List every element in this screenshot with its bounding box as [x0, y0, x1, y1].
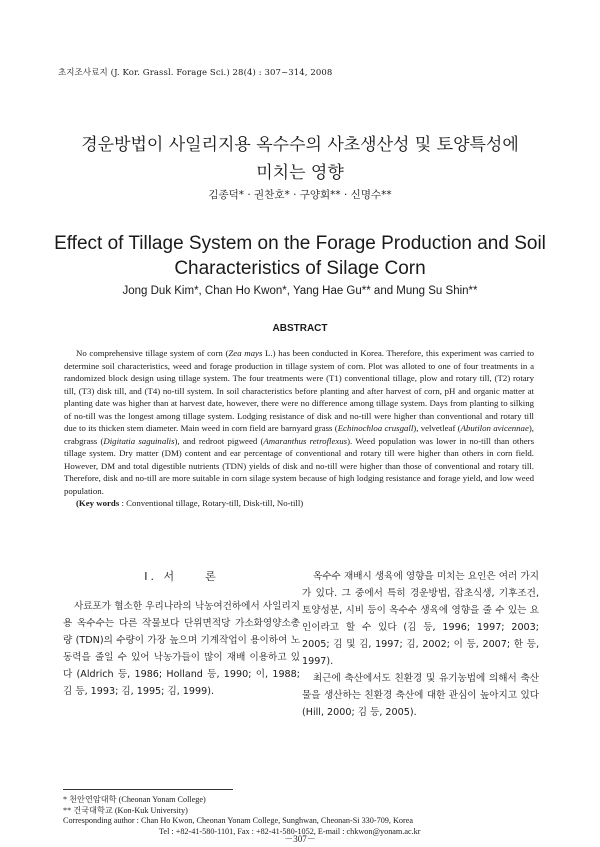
footnote-divider — [63, 789, 233, 790]
journal-header: 초지조사료지 (J. Kor. Grassl. Forage Sci.) 28(4) : 307~314, 2008 — [58, 68, 333, 78]
title-korean-line2: 미치는 영향 — [256, 163, 344, 183]
intro-paragraph-3: 최근에 축산에서도 친환경 및 유기농법에 의해서 축산물을 생산하는 친환경 축산에 대한 관심이 높아지고 있다 (Hill, 2000; 김 등, 2005). — [302, 673, 539, 718]
section-heading-introduction: Ⅰ. 서 론 — [144, 570, 219, 583]
footnote-affiliation-1: * 천안연암대학 (Cheonan Yonam College) — [63, 795, 206, 804]
abstract-body — [64, 347, 534, 510]
column-left — [63, 568, 300, 700]
footnote-contact: Tel : +82-41-580-1101, Fax : +82-41-580-1052, E-mail : chkwon@yonam.ac.kr — [159, 826, 421, 836]
abstract-heading: ABSTRACT — [272, 323, 328, 334]
page-number: －307－ — [284, 834, 316, 844]
intro-paragraph-2: 옥수수 재배시 생육에 영향을 미치는 요인은 여러 가지가 있다. 그 중에서 특히 경운방법, 잡초식생, 기후조건, 토양성분, 시비 등이 옥수수 생육에 영향을 줄 수 있는 요인이라고 할 수 있다 (김 등, 1996; 1997; 2003; 2005; 김 및 김, 1997; 김, 2002; 이 등, 2007; 한 등, 1997). — [302, 571, 539, 667]
column-right — [302, 568, 539, 721]
abstract-paragraph: No comprehensive tillage system of corn (Zea mays L.) has been conducted in Korea. Therefore, this experiment was carried to determine soil characteristics, weed and forage production in tillage system of corn. Plot was alloted to one of four treatments in a randomized block design using tillage system. The four treatments were (T1) conventional tillage, plow and rotary till, (T2) rotary till, (T3) disk till, and (T4) no-till system. In soil characteristics before planting and after harvest of corn, pH and organic matter at planting date was higher than at harvest date, however, there were no difference among tillage system. Days from planting to silking of no-till was the longest among tillage system. Lodging resistance of disk and no-till were higher than conventional and rotary till due to its thicken stem diameter. Main weed in corn field are barnyard grass (Echinochloa crusgall), velvetleaf (Abutilon avicennae), crabgrass (Digitatia saguinalis), and redroot pigweed (Amaranthus retroflexus). Weed population was lower in no-till than others tillage system. Dry matter (DM) content and ear percentage of conventional and rotary till were higher than others in corn field. However, DM and total digestible nutrients (TDN) yields of disk and no-till were higher than those of conventional and rotary till. Therefore, disk and no-till are more suitable in corn silage system because of high lodging resistance and forage yield, and low weed population. — [64, 348, 534, 496]
footnote-affiliation-2: ** 건국대학교 (Kon-Kuk University) — [63, 805, 188, 815]
keywords: (Key words : Conventional tillage, Rotary-till, Disk-till, No-till) — [76, 498, 304, 508]
title-korean-line1: 경운방법이 사일리지용 옥수수의 사초생산성 및 토양특성에 — [81, 135, 519, 155]
authors-korean: 김종덕* · 권찬호* · 구양회** · 신명수** — [208, 189, 392, 201]
intro-paragraph-1: 사료포가 협소한 우리나라의 낙농여건하에서 사일리지용 옥수수는 다른 작물보다 단위면적당 가소화영양소총량 (TDN)의 수량이 가장 높으며 기계작업이 용이하여 노동력을 줄일 수 있어 낙농가들이 많이 재배 이용하고 있다 (Aldrich 등, 1986; Holland 등, 1990; 이, 1988; 김 등, 1993; 김, 1995; 김, 1999). — [63, 601, 300, 697]
title-english-line2: Characteristics of Silage Corn — [174, 258, 426, 279]
footnote-corresponding-author: Corresponding author : Chan Ho Kwon, Cheonan Yonam College, Sunghwan, Cheonan-Si 330-709, Korea — [63, 816, 413, 826]
authors-english: Jong Duk Kim*, Chan Ho Kwon*, Yang Hae Gu** and Mung Su Shin** — [122, 285, 478, 297]
title-english-line1: Effect of Tillage System on the Forage Production and Soil — [54, 233, 546, 254]
